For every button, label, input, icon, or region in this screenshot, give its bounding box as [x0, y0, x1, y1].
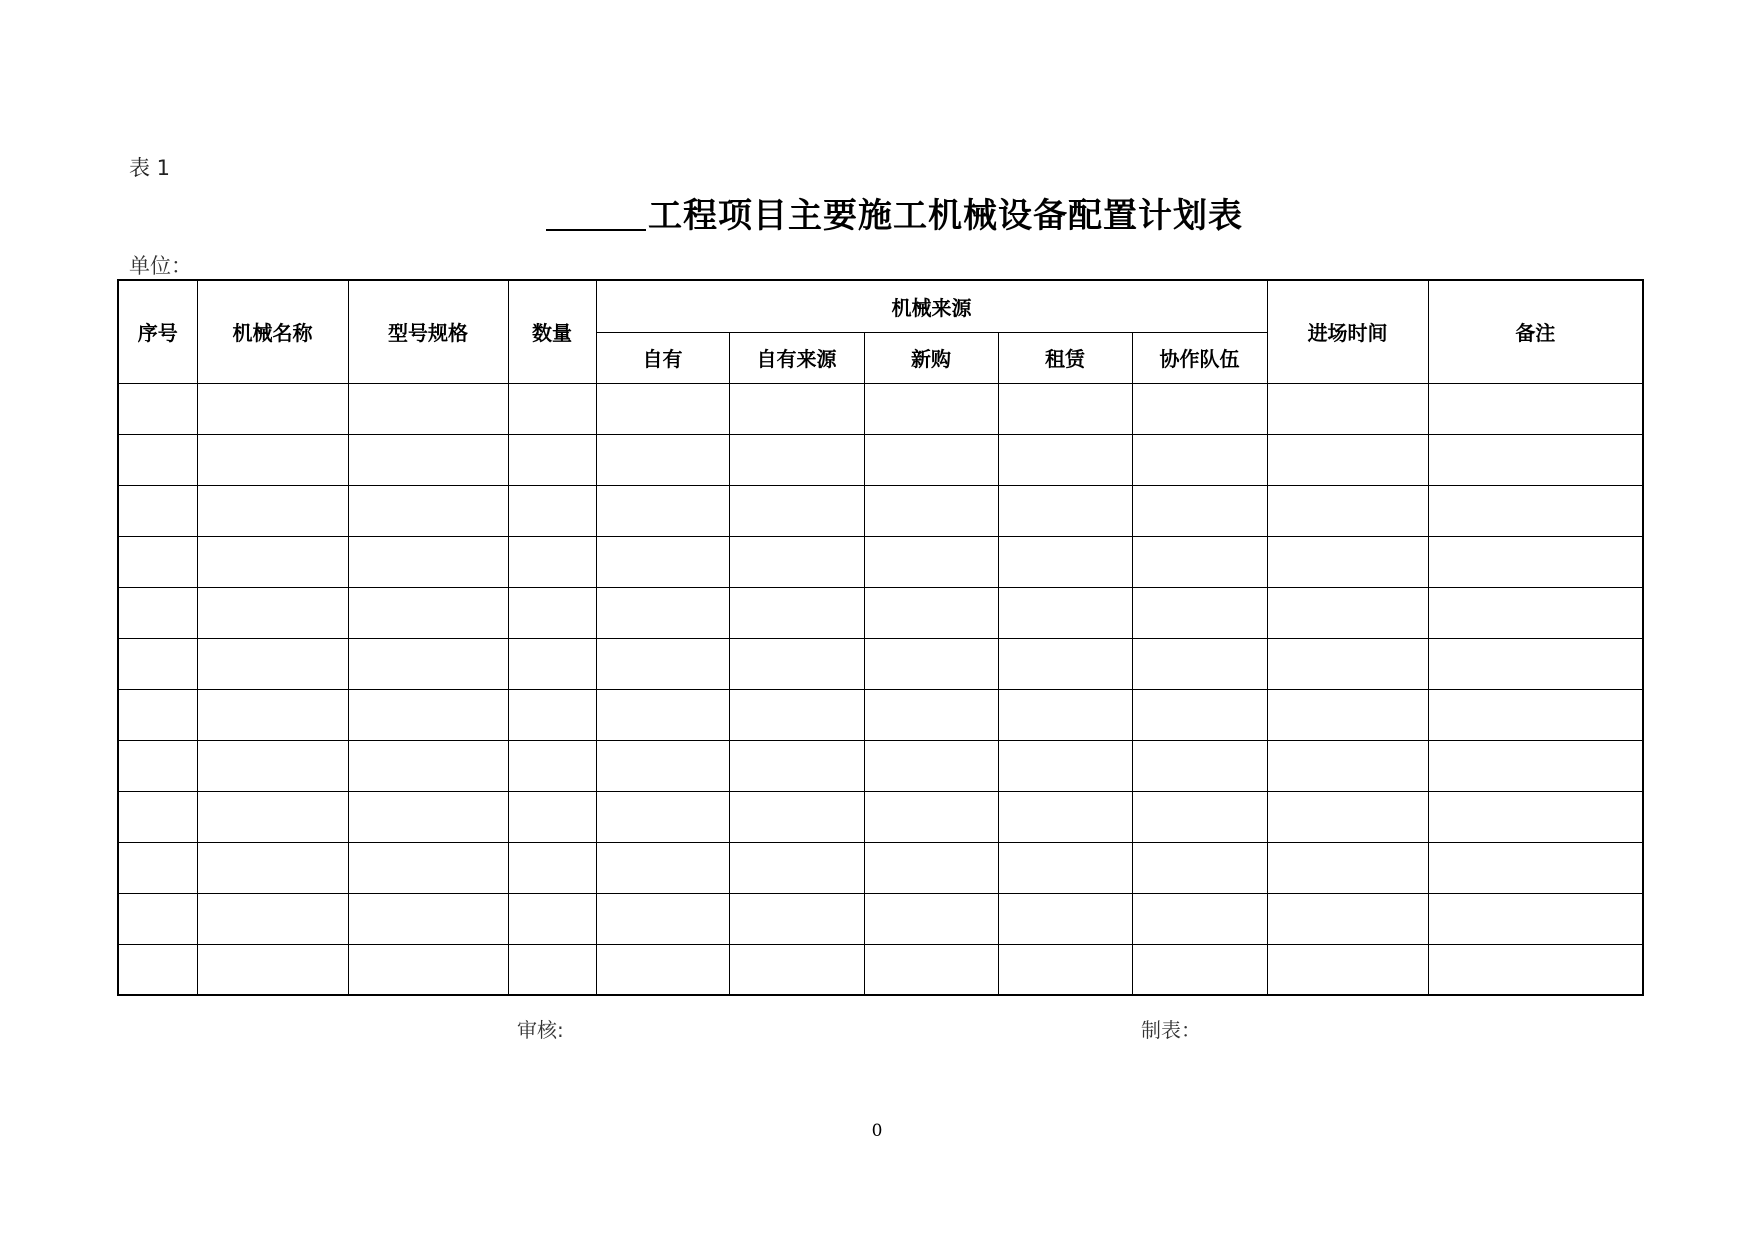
cell-seq[interactable] — [118, 893, 197, 944]
cell-entry-time[interactable] — [1267, 536, 1428, 587]
cell-source-team[interactable] — [1132, 536, 1267, 587]
cell-source-own-origin[interactable] — [729, 842, 864, 893]
table-row — [118, 689, 1643, 740]
cell-source-team[interactable] — [1132, 383, 1267, 434]
cell-source-lease[interactable] — [998, 383, 1132, 434]
cell-source-lease[interactable] — [998, 587, 1132, 638]
table-body — [118, 383, 1643, 995]
cell-remarks[interactable] — [1428, 434, 1643, 485]
cell-source-own-origin[interactable] — [729, 587, 864, 638]
cell-seq[interactable] — [118, 434, 197, 485]
cell-model-spec[interactable] — [348, 638, 508, 689]
cell-model-spec[interactable] — [348, 740, 508, 791]
cell-source-own-origin[interactable] — [729, 434, 864, 485]
cell-seq[interactable] — [118, 383, 197, 434]
cell-source-own[interactable] — [596, 383, 729, 434]
header-source-group: 机械来源 — [596, 280, 1267, 332]
cell-source-own-origin[interactable] — [729, 893, 864, 944]
table-row — [118, 638, 1643, 689]
cell-machine-name[interactable] — [197, 536, 348, 587]
cell-model-spec[interactable] — [348, 842, 508, 893]
cell-machine-name[interactable] — [197, 689, 348, 740]
cell-remarks[interactable] — [1428, 638, 1643, 689]
cell-source-own-origin[interactable] — [729, 791, 864, 842]
cell-source-own-origin[interactable] — [729, 485, 864, 536]
table-row — [118, 944, 1643, 995]
document-title — [0, 188, 1754, 237]
cell-source-new[interactable] — [864, 689, 998, 740]
cell-source-lease[interactable] — [998, 893, 1132, 944]
table-row — [118, 893, 1643, 944]
cell-source-new[interactable] — [864, 383, 998, 434]
cell-source-lease[interactable] — [998, 944, 1132, 995]
cell-machine-name[interactable] — [197, 434, 348, 485]
cell-remarks[interactable] — [1428, 740, 1643, 791]
cell-machine-name[interactable] — [197, 383, 348, 434]
cell-seq[interactable] — [118, 638, 197, 689]
cell-quantity[interactable] — [508, 485, 596, 536]
cell-entry-time[interactable] — [1267, 689, 1428, 740]
cell-source-own-origin[interactable] — [729, 383, 864, 434]
cell-machine-name[interactable] — [197, 485, 348, 536]
cell-seq[interactable] — [118, 485, 197, 536]
cell-source-own-origin[interactable] — [729, 944, 864, 995]
cell-model-spec[interactable] — [348, 587, 508, 638]
cell-remarks[interactable] — [1428, 689, 1643, 740]
project-name-blank — [546, 197, 646, 231]
cell-quantity[interactable] — [508, 791, 596, 842]
header-source-own: 自有 — [596, 332, 729, 383]
cell-seq[interactable] — [118, 842, 197, 893]
cell-source-team[interactable] — [1132, 689, 1267, 740]
cell-entry-time[interactable] — [1267, 791, 1428, 842]
cell-source-team[interactable] — [1132, 893, 1267, 944]
cell-machine-name[interactable] — [197, 944, 348, 995]
table-row — [118, 587, 1643, 638]
cell-remarks[interactable] — [1428, 383, 1643, 434]
cell-quantity[interactable] — [508, 689, 596, 740]
cell-source-team[interactable] — [1132, 485, 1267, 536]
cell-machine-name[interactable] — [197, 638, 348, 689]
cell-source-lease[interactable] — [998, 689, 1132, 740]
cell-quantity[interactable] — [508, 434, 596, 485]
cell-model-spec[interactable] — [348, 383, 508, 434]
cell-source-new[interactable] — [864, 944, 998, 995]
cell-model-spec[interactable] — [348, 944, 508, 995]
cell-source-own[interactable] — [596, 740, 729, 791]
cell-remarks[interactable] — [1428, 944, 1643, 995]
cell-quantity[interactable] — [508, 944, 596, 995]
cell-remarks[interactable] — [1428, 893, 1643, 944]
cell-machine-name[interactable] — [197, 791, 348, 842]
cell-entry-time[interactable] — [1267, 842, 1428, 893]
cell-remarks[interactable] — [1428, 485, 1643, 536]
cell-source-team[interactable] — [1132, 434, 1267, 485]
cell-machine-name[interactable] — [197, 587, 348, 638]
cell-source-own[interactable] — [596, 536, 729, 587]
review-label: 审核: — [517, 1018, 564, 1042]
cell-source-own[interactable] — [596, 893, 729, 944]
header-remarks: 备注 — [1428, 280, 1643, 383]
cell-remarks[interactable] — [1428, 791, 1643, 842]
cell-entry-time[interactable] — [1267, 485, 1428, 536]
cell-source-own[interactable] — [596, 944, 729, 995]
header-source-new: 新购 — [864, 332, 998, 383]
cell-quantity[interactable] — [508, 740, 596, 791]
header-seq: 序号 — [118, 280, 197, 383]
page-number: 0 — [871, 1121, 883, 1141]
table-row — [118, 842, 1643, 893]
cell-model-spec[interactable] — [348, 536, 508, 587]
cell-source-new[interactable] — [864, 587, 998, 638]
cell-seq[interactable] — [118, 791, 197, 842]
cell-source-lease[interactable] — [998, 434, 1132, 485]
cell-quantity[interactable] — [508, 383, 596, 434]
cell-source-lease[interactable] — [998, 791, 1132, 842]
cell-source-lease[interactable] — [998, 638, 1132, 689]
table-row — [118, 791, 1643, 842]
cell-model-spec[interactable] — [348, 485, 508, 536]
cell-source-own[interactable] — [596, 434, 729, 485]
header-entry-time: 进场时间 — [1267, 280, 1428, 383]
cell-entry-time[interactable] — [1267, 434, 1428, 485]
cell-source-new[interactable] — [864, 536, 998, 587]
cell-remarks[interactable] — [1428, 842, 1643, 893]
cell-quantity[interactable] — [508, 536, 596, 587]
cell-source-team[interactable] — [1132, 842, 1267, 893]
cell-quantity[interactable] — [508, 587, 596, 638]
header-machine-name: 机械名称 — [197, 280, 348, 383]
document-title-text: 工程项目主要施工机械设备配置计划表 — [648, 196, 1243, 236]
cell-source-lease[interactable] — [998, 842, 1132, 893]
cell-source-new[interactable] — [864, 485, 998, 536]
cell-source-own[interactable] — [596, 638, 729, 689]
cell-source-new[interactable] — [864, 791, 998, 842]
table-row — [118, 485, 1643, 536]
cell-source-lease[interactable] — [998, 485, 1132, 536]
equipment-plan-table — [117, 279, 1644, 996]
cell-source-own[interactable] — [596, 791, 729, 842]
cell-entry-time[interactable] — [1267, 383, 1428, 434]
cell-quantity[interactable] — [508, 893, 596, 944]
table-number-label: 表 1 — [129, 156, 171, 180]
cell-source-new[interactable] — [864, 842, 998, 893]
cell-source-new[interactable] — [864, 434, 998, 485]
cell-seq[interactable] — [118, 944, 197, 995]
cell-source-own-origin[interactable] — [729, 740, 864, 791]
cell-source-own[interactable] — [596, 485, 729, 536]
header-model-spec: 型号规格 — [348, 280, 508, 383]
cell-machine-name[interactable] — [197, 842, 348, 893]
header-source-lease: 租赁 — [998, 332, 1132, 383]
cell-quantity[interactable] — [508, 842, 596, 893]
cell-entry-time[interactable] — [1267, 587, 1428, 638]
cell-source-team[interactable] — [1132, 740, 1267, 791]
cell-source-team[interactable] — [1132, 638, 1267, 689]
cell-source-own-origin[interactable] — [729, 638, 864, 689]
unit-label: 单位： — [129, 254, 192, 278]
cell-model-spec[interactable] — [348, 893, 508, 944]
cell-machine-name[interactable] — [197, 740, 348, 791]
table-row — [118, 434, 1643, 485]
table-row — [118, 383, 1643, 434]
header-quantity: 数量 — [508, 280, 596, 383]
cell-entry-time[interactable] — [1267, 893, 1428, 944]
cell-source-new[interactable] — [864, 638, 998, 689]
table-row — [118, 536, 1643, 587]
cell-source-new[interactable] — [864, 893, 998, 944]
cell-source-team[interactable] — [1132, 791, 1267, 842]
cell-source-lease[interactable] — [998, 740, 1132, 791]
cell-remarks[interactable] — [1428, 587, 1643, 638]
cell-remarks[interactable] — [1428, 536, 1643, 587]
cell-seq[interactable] — [118, 740, 197, 791]
maker-label: 制表： — [1141, 1018, 1201, 1042]
cell-entry-time[interactable] — [1267, 944, 1428, 995]
cell-source-own[interactable] — [596, 689, 729, 740]
cell-source-team[interactable] — [1132, 587, 1267, 638]
cell-source-new[interactable] — [864, 740, 998, 791]
cell-source-team[interactable] — [1132, 944, 1267, 995]
header-source-team: 协作队伍 — [1132, 332, 1267, 383]
cell-seq[interactable] — [118, 536, 197, 587]
header-source-own-origin: 自有来源 — [729, 332, 864, 383]
cell-machine-name[interactable] — [197, 893, 348, 944]
cell-model-spec[interactable] — [348, 434, 508, 485]
cell-source-own-origin[interactable] — [729, 536, 864, 587]
table-row — [118, 740, 1643, 791]
cell-source-own[interactable] — [596, 587, 729, 638]
cell-model-spec[interactable] — [348, 689, 508, 740]
cell-entry-time[interactable] — [1267, 740, 1428, 791]
cell-source-own[interactable] — [596, 842, 729, 893]
cell-quantity[interactable] — [508, 638, 596, 689]
cell-entry-time[interactable] — [1267, 638, 1428, 689]
cell-source-own-origin[interactable] — [729, 689, 864, 740]
cell-model-spec[interactable] — [348, 791, 508, 842]
cell-source-lease[interactable] — [998, 536, 1132, 587]
cell-seq[interactable] — [118, 689, 197, 740]
cell-seq[interactable] — [118, 587, 197, 638]
